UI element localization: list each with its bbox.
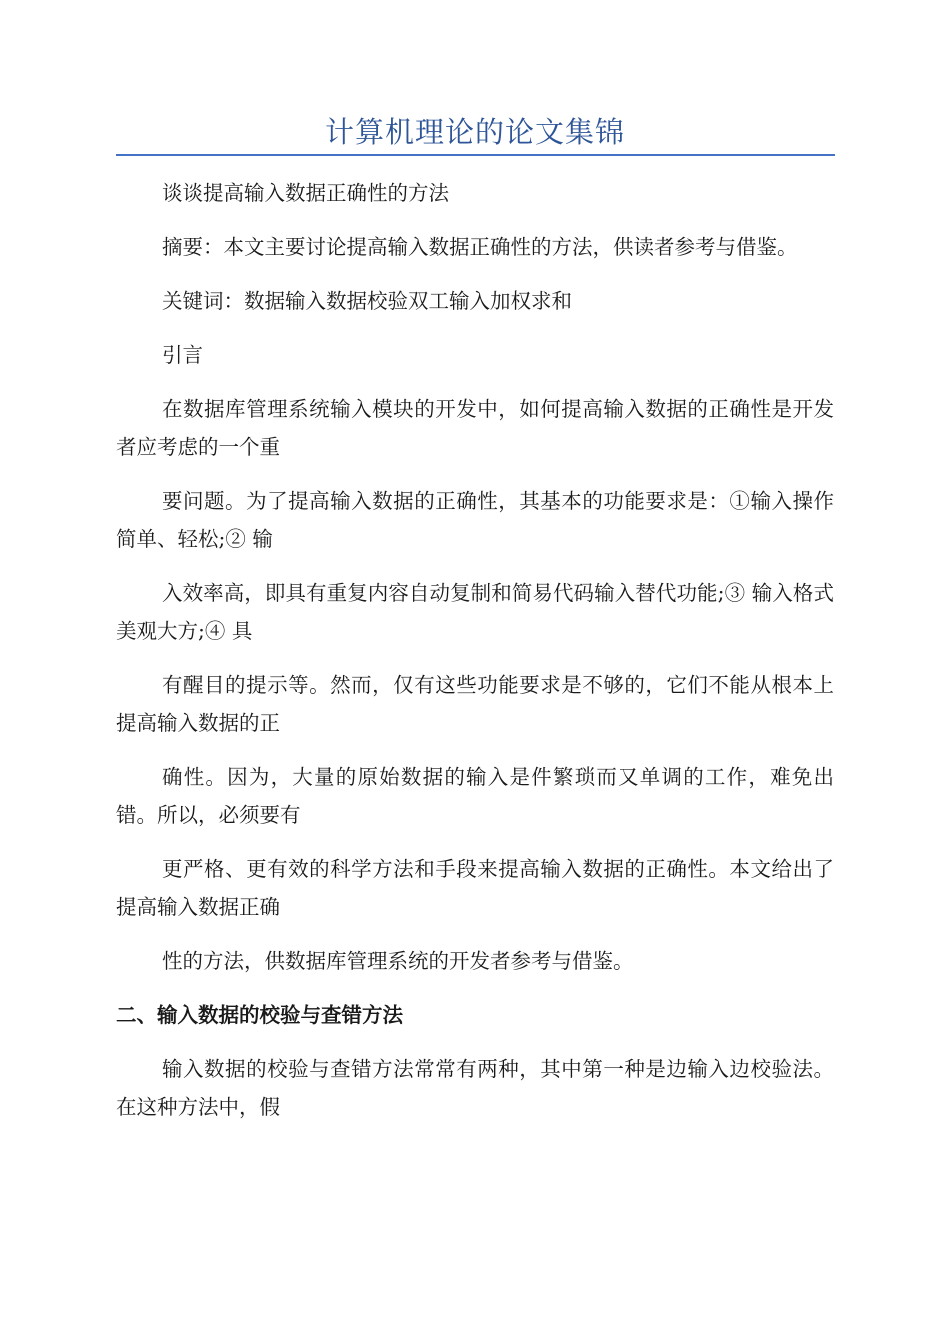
paragraph: 有醒目的提示等。然而，仅有这些功能要求是不够的，它们不能从根本上提高输入数据的正: [116, 673, 834, 735]
section-heading: 二、输入数据的校验与查错方法: [116, 1003, 403, 1027]
paragraph-intro-heading: 引言: [162, 343, 203, 367]
document-title: 计算机理论的论文集锦: [324, 115, 625, 149]
paragraph-keywords: 关键词：数据输入数据校验双工输入加权求和: [162, 289, 572, 313]
paragraph-abstract: 摘要：本文主要讨论提高输入数据正确性的方法，供读者参考与借鉴。: [162, 235, 798, 259]
document-body: [116, 174, 834, 1142]
title-underline: [116, 154, 835, 156]
paragraph: 更严格、更有效的科学方法和手段来提高输入数据的正确性。本文给出了提高输入数据正确: [116, 857, 834, 919]
paragraph: 在数据库管理系统输入模块的开发中，如何提高输入数据的正确性是开发者应考虑的一个重: [116, 397, 834, 459]
paragraph: 要问题。为了提高输入数据的正确性，其基本的功能要求是：①输入操作简单、轻松;② 输: [116, 489, 834, 551]
paragraph: 确性。因为，大量的原始数据的输入是件繁琐而又单调的工作，难免出错。所以，必须要有: [116, 765, 834, 827]
paragraph-subtitle: 谈谈提高输入数据正确性的方法: [162, 181, 449, 205]
paragraph: 入效率高，即具有重复内容自动复制和简易代码输入替代功能;③ 输入格式美观大方;④ 具: [116, 581, 834, 643]
paragraph: 输入数据的校验与查错方法常常有两种，其中第一种是边输入边校验法。在这种方法中，假: [116, 1057, 834, 1119]
paragraph: 性的方法，供数据库管理系统的开发者参考与借鉴。: [162, 949, 634, 973]
